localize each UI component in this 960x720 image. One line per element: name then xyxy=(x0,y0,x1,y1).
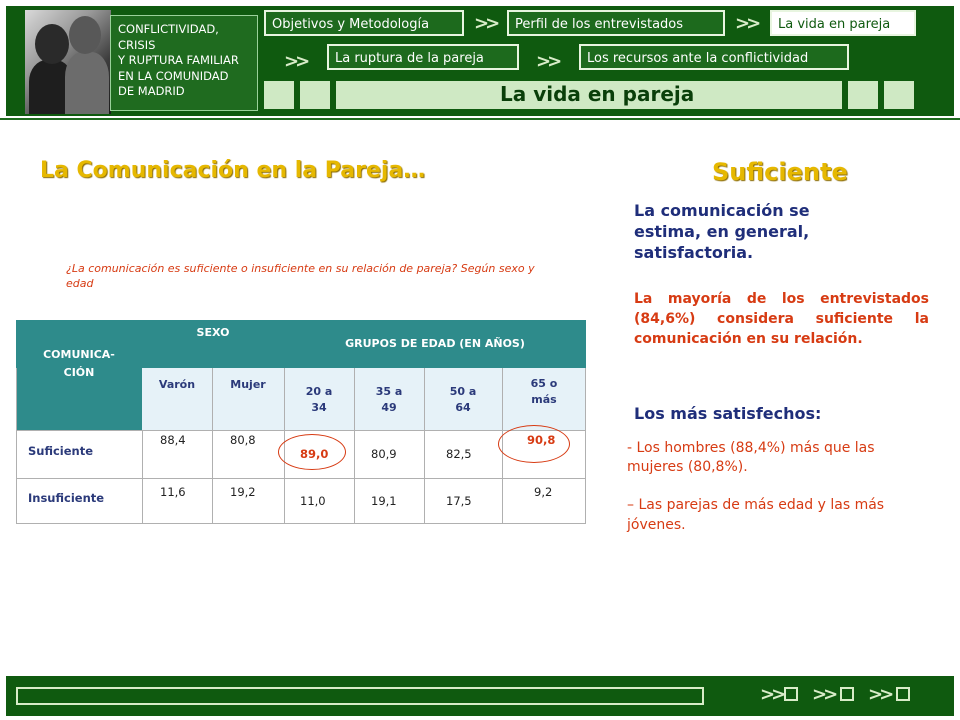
section-bar-block xyxy=(884,81,914,109)
table-cell-highlight: 90,8 xyxy=(527,433,556,447)
col-header: 35 a 49 xyxy=(354,368,424,430)
answer-heading: Suficiente xyxy=(712,158,848,186)
table-cell: 80,8 xyxy=(230,433,256,447)
square-icon[interactable] xyxy=(896,687,910,701)
table-cell: 80,9 xyxy=(371,447,397,461)
header-banner xyxy=(6,6,954,116)
data-table xyxy=(16,320,586,524)
col-header: Mujer xyxy=(212,368,284,430)
chevron-right-icon: >> xyxy=(868,684,891,705)
section-bar xyxy=(264,81,914,109)
study-title: CONFLICTIVIDAD, CRISIS Y RUPTURA FAMILIAR EN LA COMUNIDAD DE MADRID xyxy=(118,22,239,98)
square-icon[interactable] xyxy=(840,687,854,701)
col-header: Varón xyxy=(142,368,212,430)
bullet-item: - Los hombres (88,4%) más que las mujeres (80,8%). xyxy=(627,440,875,475)
col-header: 65 o más xyxy=(502,368,586,430)
nav-objetivos-metodologia[interactable]: Objetivos y Metodología xyxy=(264,10,464,36)
row-label: Insuficiente xyxy=(28,491,105,505)
col-header: 20 a 34 xyxy=(284,368,354,430)
chevron-right-icon: >> xyxy=(812,684,835,705)
col-header: 50 a 64 xyxy=(424,368,502,430)
chevron-right-icon: >> xyxy=(760,684,783,705)
page-title: La Comunicación en la Pareja… xyxy=(40,158,426,183)
nav-ruptura-pareja[interactable]: La ruptura de la pareja xyxy=(327,44,519,70)
section-bar-block xyxy=(264,81,294,109)
couple-photo xyxy=(25,10,111,114)
detail-text: La mayoría de los entrevistados (84,6%) considera suficiente la comunicación en su relación. xyxy=(634,291,929,347)
bullet-item: – Las parejas de más edad y las más jóvenes. xyxy=(627,497,885,533)
square-icon[interactable] xyxy=(784,687,798,701)
study-title-box xyxy=(110,15,258,111)
table-cell: 88,4 xyxy=(160,433,186,447)
footer-track xyxy=(16,687,704,705)
table-corner-header xyxy=(16,320,142,430)
section-bar-block xyxy=(848,81,878,109)
footer-bar xyxy=(6,676,954,716)
table-cell: 17,5 xyxy=(446,494,472,508)
corner-label: COMUNICA- CIÓN xyxy=(43,348,115,379)
section-bar-block xyxy=(300,81,330,109)
nav-recursos-conflictividad[interactable]: Los recursos ante la conflictividad xyxy=(579,44,849,70)
survey-question: ¿La comunicación es suficiente o insuficiente en su relación de pareja? Según sexo y edad xyxy=(66,262,535,290)
divider xyxy=(0,118,960,120)
nav-perfil-entrevistados[interactable]: Perfil de los entrevistados xyxy=(507,10,725,36)
table-cell: 82,5 xyxy=(446,447,472,461)
section-label: La vida en pareja xyxy=(500,82,695,106)
chevron-right-icon: >> xyxy=(474,13,497,34)
most-satisfied-heading: Los más satisfechos: xyxy=(634,404,822,423)
table-cell: 11,0 xyxy=(300,494,326,508)
chevron-right-icon: >> xyxy=(536,51,559,72)
row-label: Suficiente xyxy=(28,444,94,458)
chevron-right-icon: >> xyxy=(284,51,307,72)
nav-vida-en-pareja[interactable]: La vida en pareja xyxy=(770,10,916,36)
table-cell: 11,6 xyxy=(160,485,186,499)
table-cell-highlight: 89,0 xyxy=(300,447,329,461)
summary-text: La comunicación se estima, en general, satisfactoria. xyxy=(634,201,810,262)
header-grupos-edad: GRUPOS DE EDAD (EN AÑOS) xyxy=(284,320,586,368)
table-cell: 19,2 xyxy=(230,485,256,499)
chevron-right-icon: >> xyxy=(735,13,758,34)
header-sexo: SEXO xyxy=(142,320,284,368)
table-cell: 19,1 xyxy=(371,494,397,508)
table-cell: 9,2 xyxy=(534,485,553,499)
